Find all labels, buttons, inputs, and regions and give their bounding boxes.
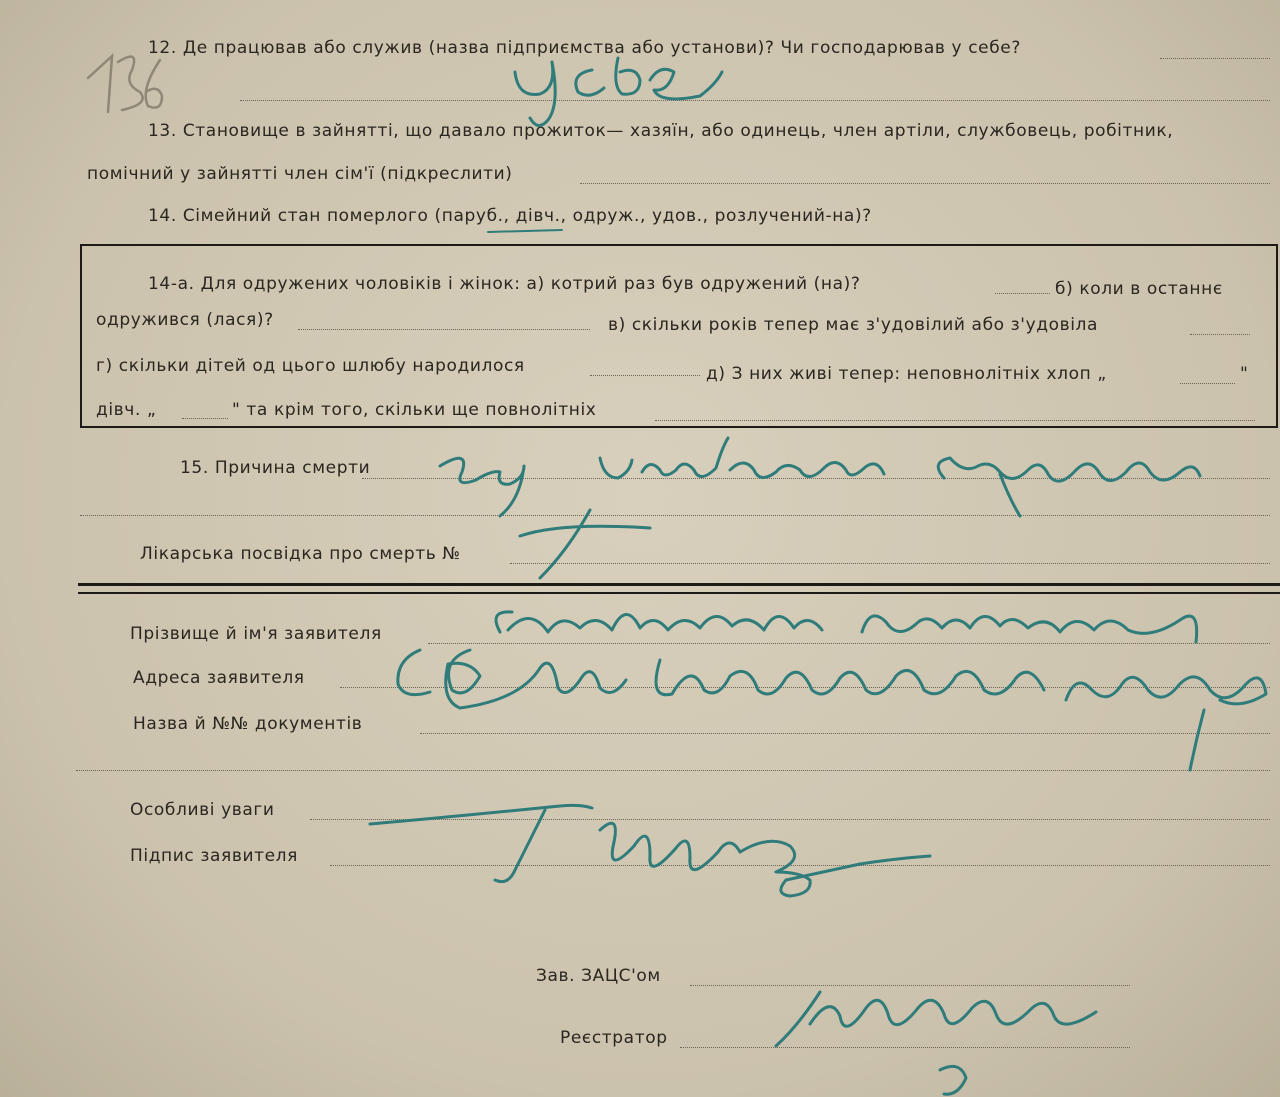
q12-label: 12. Де працював або служив (назва підприємства або установи)? Чи господарював у себе? bbox=[148, 38, 1021, 58]
registrar-signature bbox=[776, 992, 1096, 1094]
documents-label: Назва й №№ документів bbox=[133, 714, 363, 734]
applicant-name-handwritten bbox=[496, 612, 1197, 642]
q15-handwritten-cause bbox=[440, 438, 1200, 516]
q14a-line4: дівч. „ bbox=[96, 400, 157, 420]
q13-label-line2: помічний у зайнятті член сім'ї (підкреслити) bbox=[87, 164, 513, 184]
signature-label: Підпис заявителя bbox=[130, 846, 298, 866]
applicant-name-label: Прізвище й ім'я заявителя bbox=[130, 624, 382, 644]
applicant-signature bbox=[370, 805, 930, 896]
q14a-line3c: " bbox=[1240, 364, 1249, 384]
pencil-page-number bbox=[88, 56, 162, 112]
q14a-line3: г) скільки дітей од цього шлюбу народилося bbox=[96, 356, 525, 376]
q14a-line4b: " та крім того, скільки ще повнолітніх bbox=[232, 400, 597, 420]
medical-cert-label: Лікарська посвідка про смерть № bbox=[140, 544, 461, 564]
head-zags-label: Зав. ЗАЦС'ом bbox=[536, 966, 661, 986]
q15-label: 15. Причина смерти bbox=[180, 458, 371, 478]
q14a-line2b: в) скільки років тепер має з'удовілий або з'удовіла bbox=[608, 315, 1099, 335]
registrar-label: Реєстратор bbox=[560, 1028, 668, 1048]
q14a-line3b: д) З них живі тепер: неповнолітніх хлоп „ bbox=[706, 364, 1107, 384]
q14a-line1: 14-а. Для одружених чоловіків і жінок: а) котрий раз був одружений (на)? bbox=[148, 274, 861, 294]
q14-label: 14. Сімейний стан померлого (паруб., дівч., одруж., удов., розлучений-на)? bbox=[148, 206, 872, 226]
applicant-address-handwritten bbox=[398, 650, 1266, 770]
q14a-line2: одружився (лася)? bbox=[96, 310, 274, 330]
remarks-label: Особливі уваги bbox=[130, 800, 275, 820]
q12-handwritten-answer bbox=[515, 58, 722, 126]
q13-label-line1: 13. Становище в зайнятті, що давало прожиток— хазяїн, або одинець, член артіли, службовець, робітник, bbox=[148, 121, 1174, 141]
medical-cert-number bbox=[520, 510, 650, 578]
q14-underline-parub bbox=[488, 230, 562, 232]
applicant-address-label: Адреса заявителя bbox=[133, 668, 305, 688]
q14a-line1b: б) коли в останнє bbox=[1055, 279, 1223, 299]
